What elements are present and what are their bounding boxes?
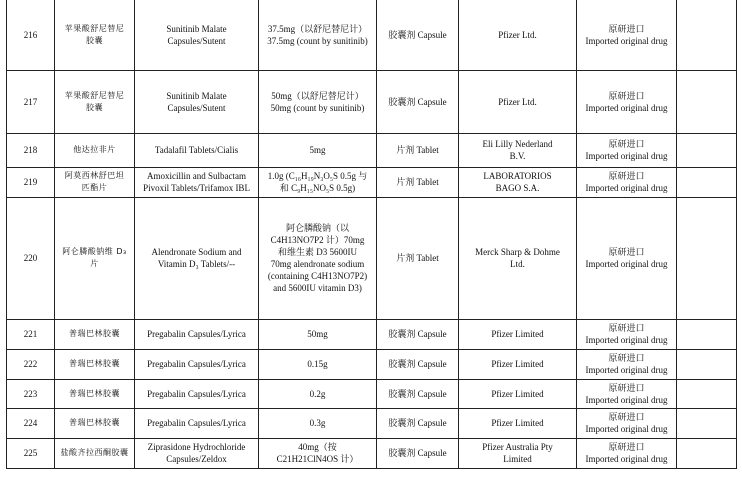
remark-line: 原研进口 — [608, 171, 645, 181]
drug-name-cn — [55, 408, 135, 438]
manufacturer — [459, 0, 577, 70]
specification-line: 阿仑膦酸钠（以 — [285, 223, 349, 233]
remark-line: Imported original drug — [585, 365, 668, 375]
drug-name-en-line: Alendronate Sodium and — [151, 247, 242, 257]
manufacturer-line: Pfizer Ltd. — [498, 96, 537, 107]
drug-name-cn-line: 苹果酸舒尼替尼 — [64, 90, 125, 100]
manufacturer — [459, 438, 577, 468]
row-number: 217 — [7, 70, 55, 133]
drug-name-en-line: Capsules/Sutent — [167, 102, 226, 113]
manufacturer-line: Ltd. — [510, 259, 525, 269]
drug-name-en-line: Capsules/Zeldox — [166, 454, 227, 464]
row-number: 218 — [7, 133, 55, 167]
manufacturer-line: LABORATORIOS — [483, 171, 552, 181]
table-row — [7, 70, 737, 133]
remark — [577, 167, 677, 197]
empty-cell — [677, 133, 737, 167]
drug-name-en — [135, 379, 259, 408]
empty-cell — [677, 167, 737, 197]
specification-line: 和 C₉H₁₅NO₅S 0.5g) — [279, 183, 356, 193]
specification-line: 0.2g — [309, 388, 326, 399]
remark — [577, 70, 677, 133]
drug-name-en-line: Pregabalin Capsules/Lyrica — [147, 388, 246, 399]
manufacturer — [459, 133, 577, 167]
table-row — [7, 438, 737, 468]
drug-name-en — [135, 0, 259, 70]
drug-name-cn-line: 匹酯片 — [81, 183, 108, 192]
remark-line: 原研进口 — [608, 247, 645, 257]
drug-name-cn — [55, 379, 135, 408]
drug-name-cn-line: 胶囊 — [86, 102, 103, 112]
empty-cell — [677, 0, 737, 70]
drug-name-en-line: Sunitinib Malate — [166, 90, 227, 101]
drug-name-en — [135, 167, 259, 197]
remark-line: Imported original drug — [585, 259, 668, 269]
row-number: 224 — [7, 408, 55, 438]
table-row — [7, 408, 737, 438]
dosage-form: 胶囊剂 Capsule — [377, 319, 459, 349]
empty-cell — [677, 197, 737, 319]
drug-name-cn-line: 片 — [90, 259, 99, 268]
manufacturer-line: Pfizer Limited — [491, 329, 544, 339]
manufacturer — [459, 319, 577, 349]
remark-line: 原研进口 — [608, 353, 645, 363]
remark-line: Imported original drug — [585, 394, 668, 405]
drug-name-en-line: Vitamin D₃ Tablets/-- — [157, 259, 236, 269]
table-row — [7, 379, 737, 408]
specification — [259, 197, 377, 319]
specification-line: 50mg (count by sunitinib) — [270, 102, 365, 113]
drug-name-en-line: Pregabalin Capsules/Lyrica — [147, 329, 246, 339]
specification-line: 37.5mg（以舒尼替尼计） — [267, 23, 368, 34]
remark — [577, 349, 677, 379]
specification-line: 70mg alendronate sodium — [270, 259, 365, 269]
empty-cell — [677, 438, 737, 468]
remark — [577, 319, 677, 349]
drug-name-en — [135, 70, 259, 133]
remark — [577, 197, 677, 319]
specification-line: 50mg（以舒尼替尼计） — [271, 90, 364, 101]
remark-line: 原研进口 — [608, 323, 645, 333]
specification — [259, 133, 377, 167]
dosage-form: 胶囊剂 Capsule — [377, 349, 459, 379]
empty-cell — [677, 349, 737, 379]
remark-line: 原研进口 — [608, 382, 645, 393]
dosage-form: 片剂 Tablet — [377, 167, 459, 197]
manufacturer — [459, 167, 577, 197]
remark — [577, 0, 677, 70]
specification — [259, 408, 377, 438]
drug-name-cn-line: 普瑞巴林胶囊 — [69, 329, 120, 338]
drug-name-en-line: Tadalafil Tablets/Cialis — [154, 145, 239, 155]
remark-line: Imported original drug — [585, 151, 668, 161]
row-number: 222 — [7, 349, 55, 379]
drug-name-en-line: Ziprasidone Hydrochloride — [147, 442, 246, 452]
remark — [577, 438, 677, 468]
manufacturer-line: Pfizer Ltd. — [498, 29, 537, 40]
remark-line: 原研进口 — [608, 442, 645, 452]
drug-name-cn — [55, 0, 135, 70]
manufacturer-line: Pfizer Limited — [491, 388, 544, 399]
remark-line: 原研进口 — [608, 412, 645, 422]
drug-name-cn-line: 普瑞巴林胶囊 — [69, 359, 120, 368]
row-number: 221 — [7, 319, 55, 349]
table-row — [7, 349, 737, 379]
drug-name-cn-line: 普瑞巴林胶囊 — [69, 388, 120, 398]
table-body — [7, 0, 737, 468]
remark-line: Imported original drug — [585, 454, 668, 464]
manufacturer-line: Pfizer Limited — [491, 359, 544, 369]
dosage-form: 胶囊剂 Capsule — [377, 70, 459, 133]
table-row — [7, 0, 737, 70]
specification-line: 和维生素 D3 5600IU — [278, 247, 357, 257]
table-row — [7, 197, 737, 319]
drug-name-cn — [55, 197, 135, 319]
remark-line: 原研进口 — [608, 23, 645, 34]
manufacturer-line: Merck Sharp & Dohme — [475, 247, 560, 257]
dosage-form: 胶囊剂 Capsule — [377, 408, 459, 438]
manufacturer — [459, 349, 577, 379]
specification-line: 50mg — [307, 329, 328, 339]
drug-name-cn — [55, 167, 135, 197]
drug-name-en-line: Pregabalin Capsules/Lyrica — [147, 359, 246, 369]
specification — [259, 349, 377, 379]
drug-name-cn — [55, 133, 135, 167]
row-number: 225 — [7, 438, 55, 468]
drug-name-cn-line: 盐酸齐拉西酮胶囊 — [60, 448, 129, 457]
specification — [259, 0, 377, 70]
empty-cell — [677, 70, 737, 133]
remark-line: Imported original drug — [585, 183, 668, 193]
remark — [577, 408, 677, 438]
row-number: 219 — [7, 167, 55, 197]
remark-line: Imported original drug — [585, 102, 668, 113]
dosage-form: 胶囊剂 Capsule — [377, 0, 459, 70]
manufacturer — [459, 379, 577, 408]
specification-line: 1.0g (C₁₆H₁₉N₃O₅S 0.5g 与 — [267, 171, 368, 181]
drug-name-cn-line: 胶囊 — [86, 35, 103, 45]
drug-name-cn — [55, 438, 135, 468]
dosage-form: 片剂 Tablet — [377, 133, 459, 167]
drug-name-cn — [55, 70, 135, 133]
drug-name-en-line: Pregabalin Capsules/Lyrica — [147, 418, 246, 428]
empty-cell — [677, 408, 737, 438]
drug-name-cn — [55, 319, 135, 349]
dosage-form: 胶囊剂 Capsule — [377, 438, 459, 468]
manufacturer — [459, 70, 577, 133]
specification-line: 40mg（按 — [298, 442, 337, 452]
drug-name-en — [135, 349, 259, 379]
specification-line: and 5600IU vitamin D3) — [273, 283, 362, 293]
specification-line: C21H21ClN4OS 计） — [276, 454, 359, 464]
empty-cell — [677, 319, 737, 349]
specification — [259, 379, 377, 408]
empty-cell — [677, 379, 737, 408]
manufacturer-line: B.V. — [509, 151, 526, 161]
drug-name-en — [135, 319, 259, 349]
specification-line: 37.5mg (count by sunitinib) — [267, 35, 368, 46]
drug-name-cn-line: 阿仑膦酸钠维 D₃ — [62, 247, 127, 256]
specification-line: 0.3g — [309, 418, 326, 428]
table-row — [7, 319, 737, 349]
row-number: 223 — [7, 379, 55, 408]
drug-name-en — [135, 408, 259, 438]
remark-line: Imported original drug — [585, 35, 668, 46]
remark-line: 原研进口 — [608, 90, 645, 101]
specification-line: (containing C4H13NO7P2) — [267, 271, 368, 281]
specification — [259, 319, 377, 349]
manufacturer-line: Pfizer Limited — [491, 418, 544, 428]
specification — [259, 70, 377, 133]
drug-name-cn-line: 普瑞巴林胶囊 — [69, 418, 120, 427]
specification-line: 0.15g — [307, 359, 328, 369]
table-row — [7, 167, 737, 197]
drug-name-cn — [55, 349, 135, 379]
drug-name-cn-line: 他达拉非片 — [73, 145, 116, 154]
specification-line: C4H13NO7P2 计）70mg — [270, 235, 365, 245]
manufacturer-line: Eli Lilly Nederland — [482, 139, 553, 149]
drug-list-table — [6, 0, 737, 469]
specification — [259, 438, 377, 468]
specification-line: 5mg — [309, 145, 326, 155]
dosage-form: 胶囊剂 Capsule — [377, 379, 459, 408]
manufacturer — [459, 197, 577, 319]
drug-name-en-line: Pivoxil Tablets/Trifamox IBL — [143, 183, 250, 193]
drug-name-en-line: Capsules/Sutent — [167, 35, 226, 46]
drug-name-en-line: Amoxicillin and Sulbactam — [147, 171, 246, 181]
dosage-form: 片剂 Tablet — [377, 197, 459, 319]
drug-name-en-line: Sunitinib Malate — [166, 23, 227, 34]
drug-name-en — [135, 197, 259, 319]
remark — [577, 379, 677, 408]
remark-line: Imported original drug — [585, 424, 668, 434]
remark-line: Imported original drug — [585, 335, 668, 345]
specification — [259, 167, 377, 197]
manufacturer — [459, 408, 577, 438]
drug-name-en — [135, 438, 259, 468]
manufacturer-line: BAGO S.A. — [495, 183, 540, 193]
remark — [577, 133, 677, 167]
remark-line: 原研进口 — [608, 139, 645, 149]
manufacturer-line: Limited — [503, 454, 532, 464]
drug-name-cn-line: 阿莫西林舒巴坦 — [64, 171, 125, 180]
row-number: 220 — [7, 197, 55, 319]
table-row — [7, 133, 737, 167]
manufacturer-line: Pfizer Australia Pty — [482, 442, 553, 452]
drug-name-cn-line: 苹果酸舒尼替尼 — [64, 23, 125, 33]
row-number: 216 — [7, 0, 55, 70]
drug-name-en — [135, 133, 259, 167]
